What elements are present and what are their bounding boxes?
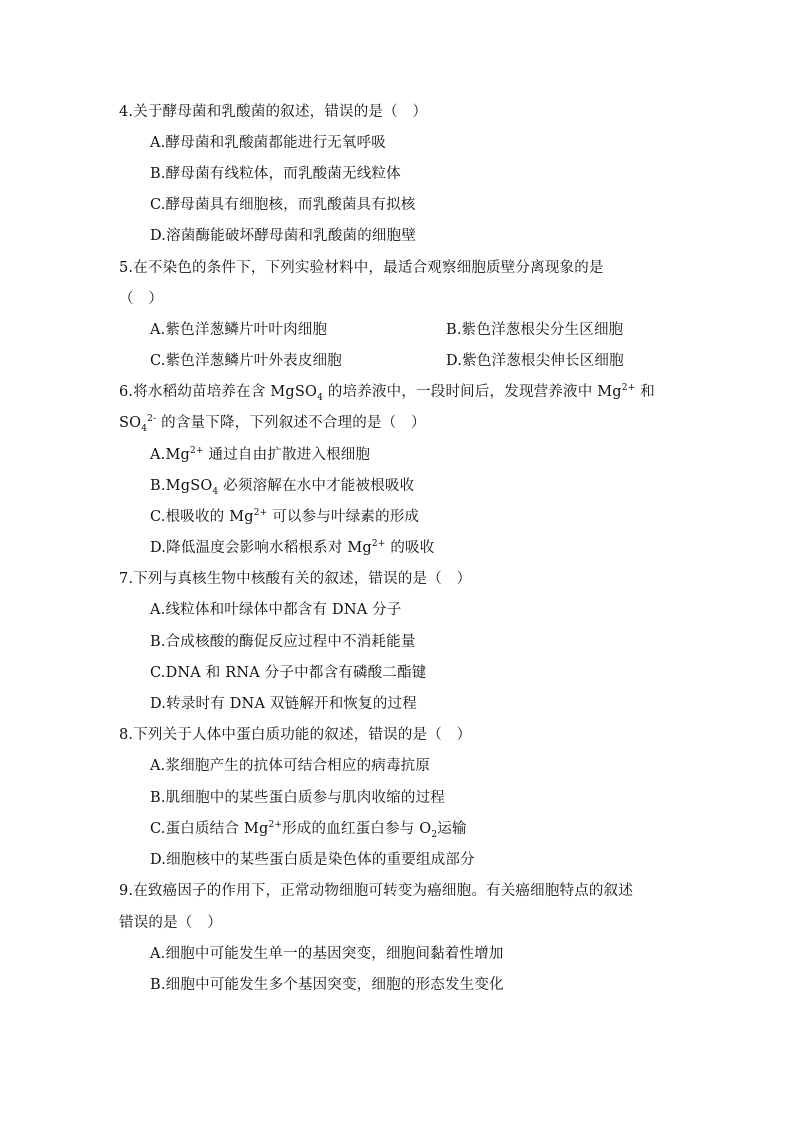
question-5-stem-continued: （ ） [119,291,164,307]
question-5-option-a: A.紫色洋葱鳞片叶叶肉细胞 [150,322,328,338]
subscript: 2 [431,829,438,840]
question-9-option-b: B.细胞中可能发生多个基因突变，细胞的形态发生变化 [150,977,504,993]
question-6-stem-continued [119,413,426,433]
question-9-stem: 9.在致癌因子的作用下，正常动物细胞可转变为癌细胞。有关癌细胞特点的叙述 [119,883,634,899]
option-text: 运输 [437,821,467,837]
option-text: 通过自由扩散进入根细胞 [203,447,371,463]
option-text: A.Mg [150,447,191,463]
question-8-option-d: D.细胞核中的某些蛋白质是染色体的重要组成部分 [150,852,475,868]
question-9-stem-continued: 错误的是（ ） [119,915,222,931]
question-8-option-a: A.浆细胞产生的抗体可结合相应的病毒抗原 [150,758,431,774]
question-4-option-c: C.酵母菌具有细胞核，而乳酸菌具有拟核 [150,197,416,213]
question-6-option-a [150,445,370,465]
superscript: 2+ [371,539,386,550]
question-8-option-c [150,819,467,839]
option-text: C.蛋白质结合 Mg [150,821,269,837]
superscript: 2+ [253,508,268,519]
subscript: 4 [317,392,324,403]
question-8-option-b: B.肌细胞中的某些蛋白质参与肌肉收缩的过程 [150,790,445,806]
stem-text: SO [119,415,142,431]
subscript: 4 [141,423,148,434]
option-text: B.MgSO [150,478,213,494]
question-5-option-c: C.紫色洋葱鳞片叶外表皮细胞 [150,353,342,369]
question-4-option-d: D.溶菌酶能破坏酵母菌和乳酸菌的细胞壁 [150,228,417,244]
option-text: 可以参与叶绿素的形成 [267,509,420,525]
question-7-option-c: C.DNA 和 RNA 分子中都含有磷酸二酯键 [150,665,427,681]
question-7-stem: 7.下列与真核生物中核酸有关的叙述，错误的是（ ） [119,571,472,587]
question-6-option-b [150,476,414,496]
question-7-option-b: B.合成核酸的酶促反应过程中不消耗能量 [150,634,416,650]
stem-text: 的含量下降，下列叙述不合理的是（ ） [156,415,426,431]
question-5-option-d: D.紫色洋葱根尖伸长区细胞 [446,353,624,369]
option-text: 的吸收 [385,540,435,556]
option-text: 必须溶解在水中才能被根吸收 [218,478,415,494]
question-5-stem: 5.在不染色的条件下，下列实验材料中，最适合观察细胞质壁分离现象的是 [119,260,604,276]
question-9-option-a: A.细胞中可能发生单一的基因突变，细胞间黏着性增加 [150,946,504,962]
subscript: 4 [212,486,219,497]
stem-text: 和 [635,384,655,400]
question-4-option-b: B.酵母菌有线粒体，而乳酸菌无线粒体 [150,166,401,182]
superscript: 2- [147,414,157,425]
superscript: 2+ [268,820,283,831]
question-5-option-b: B.紫色洋葱根尖分生区细胞 [446,322,624,338]
option-text: D.降低温度会影响水稻根系对 Mg [150,540,372,556]
question-7-option-a: A.线粒体和叶绿体中都含有 DNA 分子 [150,602,402,618]
question-6-option-c [150,507,419,527]
stem-text: 6.将水稻幼苗培养在含 MgSO [119,384,318,400]
question-6-option-d [150,538,434,558]
superscript: 2+ [621,383,636,394]
stem-text: 的培养液中，一段时间后，发现营养液中 Mg [323,384,622,400]
question-7-option-d: D.转录时有 DNA 双链解开和恢复的过程 [150,696,417,712]
option-text: 形成的血红蛋白参与 O [282,821,432,837]
question-4-option-a: A.酵母菌和乳酸菌都能进行无氧呼吸 [150,135,386,151]
question-8-stem: 8.下列关于人体中蛋白质功能的叙述，错误的是（ ） [119,727,472,743]
superscript: 2+ [190,446,204,457]
option-text: C.根吸收的 Mg [150,509,254,525]
question-4-stem: 4.关于酵母菌和乳酸菌的叙述，错误的是（ ） [119,104,428,120]
question-6-stem [119,382,655,402]
